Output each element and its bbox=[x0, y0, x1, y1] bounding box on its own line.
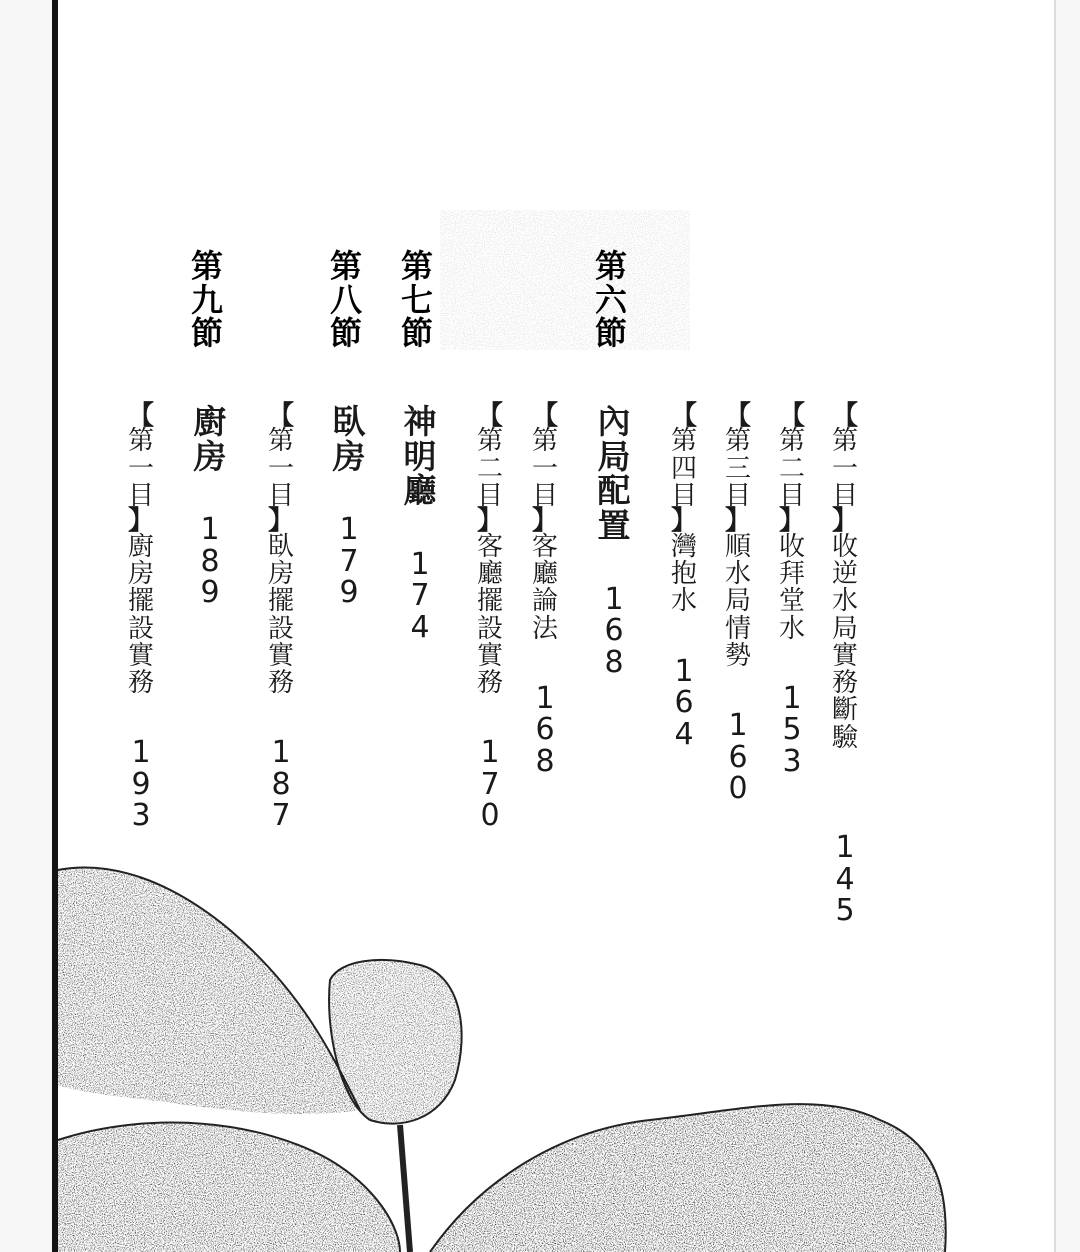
section-title: 廚 房 bbox=[193, 402, 227, 476]
entry-title: 臥 房 擺 設 實 務 bbox=[267, 531, 294, 699]
entry-title: 收 逆 水 局 實 務 斷 驗 bbox=[831, 531, 858, 753]
page-number: 1 4 5 bbox=[835, 830, 855, 929]
page-number: 1 8 7 bbox=[271, 735, 291, 834]
section-title: 神 明 廳 bbox=[403, 402, 437, 511]
page-number: 1 7 9 bbox=[339, 512, 359, 611]
entry-label: 【 第 一 目 】 bbox=[127, 401, 154, 537]
section-label: 第 九 節 bbox=[191, 247, 224, 353]
entry-label: 【 第 一 目 】 bbox=[267, 401, 294, 537]
toc-entry-column bbox=[530, 401, 560, 779]
toc-entry-column bbox=[723, 401, 753, 807]
entry-title: 廚 房 擺 設 實 務 bbox=[127, 531, 154, 699]
entry-title: 順 水 局 情 勢 bbox=[724, 531, 751, 671]
toc-section-column bbox=[192, 402, 228, 611]
entry-title: 灣 抱 水 bbox=[670, 531, 697, 617]
page-number: 1 6 0 bbox=[728, 708, 748, 807]
toc-entry-column bbox=[669, 401, 699, 752]
section-label: 第 七 節 bbox=[401, 247, 434, 353]
page-number: 1 6 4 bbox=[674, 653, 694, 752]
toc-entry-column bbox=[266, 401, 296, 834]
lotus-leaves-icon bbox=[58, 868, 946, 1252]
section-label: 第 八 節 bbox=[330, 247, 363, 353]
entry-title: 客 廳 論 法 bbox=[531, 531, 558, 644]
toc-section-column bbox=[596, 402, 632, 680]
entry-label: 【 第 二 目 】 bbox=[778, 401, 805, 537]
section-title: 臥 房 bbox=[332, 402, 366, 476]
section-title: 內 局 配 置 bbox=[597, 402, 631, 545]
page-number: 1 6 8 bbox=[535, 680, 555, 779]
entry-label: 【 第 一 目 】 bbox=[531, 401, 558, 537]
toc-entry-column bbox=[830, 401, 860, 929]
toc-entry-column bbox=[126, 401, 156, 834]
entry-title: 收 拜 堂 水 bbox=[778, 531, 805, 644]
page-number: 1 7 4 bbox=[410, 546, 430, 645]
entry-label: 【 第 三 目 】 bbox=[724, 401, 751, 537]
page-number: 1 8 9 bbox=[200, 512, 220, 611]
toc-entry-column bbox=[777, 401, 807, 779]
toc-section-column bbox=[331, 402, 367, 611]
toc-entry-column bbox=[475, 401, 505, 834]
toc-section-column bbox=[402, 402, 438, 645]
entry-label: 【 第 二 目 】 bbox=[476, 401, 503, 537]
page-number: 1 5 3 bbox=[782, 680, 802, 779]
entry-label: 【 第 一 目 】 bbox=[831, 401, 858, 537]
page-number: 1 9 3 bbox=[131, 735, 151, 834]
page-number: 1 6 8 bbox=[604, 581, 624, 680]
section-label: 第 六 節 bbox=[595, 247, 628, 353]
entry-title: 客 廳 擺 設 實 務 bbox=[476, 531, 503, 699]
page-number: 1 7 0 bbox=[480, 735, 500, 834]
speckle-cloud bbox=[440, 210, 690, 353]
entry-label: 【 第 四 目 】 bbox=[670, 401, 697, 537]
